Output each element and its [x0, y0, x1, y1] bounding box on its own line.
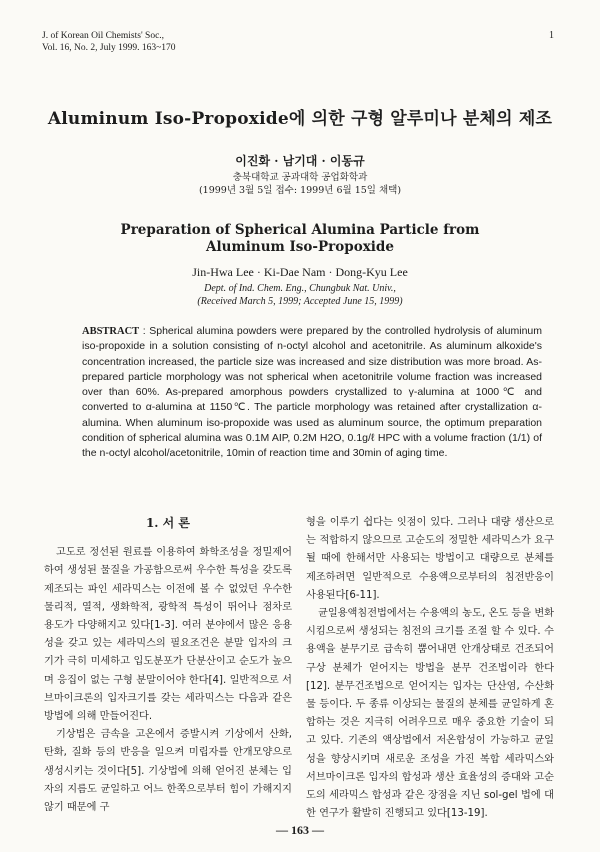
affiliation-english: Dept. of Ind. Chem. Eng., Chungbuk Nat. Univ., — [204, 283, 396, 294]
dates-korean: (1999년 3월 5일 접수: 1999년 6월 15일 채택) — [198, 185, 402, 196]
affiliation-korean: 충북대학교 공과대학 공업화학과 — [232, 172, 368, 183]
authors-english: Jin-Hwa Lee · Ki-Dae Nam · Dong-Kyu Lee — [192, 265, 408, 279]
title-english-line2: Aluminum Iso-Propoxide — [206, 239, 394, 255]
title-english-line1: Preparation of Spherical Alumina Particle from — [120, 222, 480, 238]
left-column — [44, 514, 292, 817]
abstract-text: : Spherical alumina powders were prepared by the controlled hydrolysis of aluminum iso-propoxide in a solution consisting of n-octyl alcohol and acetonitrile. As aluminum alkoxide's concentration increased, the particle size was increased and size distribution was more broad. As-prepared particle morphology was not spherical when acetonitrile volume fraction was increased over than 60%. As-prepared amorphous powders crystallized to γ-alumina at 1000℃ and converted to α-alumina at 1150℃. The particle morphology was retained after crystallization α-alumina. When aluminum iso-propoxide was used as aluminum source, the optimum preparation condition of spherical alumina was 0.1M AIP, 0.2M H2O, 0.1g/ℓ HPC with a volume fraction (1/1) of the n-octyl alcohol/acetonitrile, 10min of reaction time and 30min of aging time. — [82, 325, 542, 460]
title-korean: Aluminum Iso-Propoxide에 의한 구형 알루미나 분체의 제조 — [47, 109, 553, 129]
right-column — [306, 514, 554, 823]
paragraph: 기상법은 금속을 고온에서 증발시켜 기상에서 산화, 탄화, 질화 등의 반응을 일으켜 미립자를 안개모양으로 생성시키는 것이다[5]. 기상법에 의해 얻어진 분체는 입자의 지름도 균일하고 어느 한쪽으로부터 힘이 가해지지 않기 때문에 구 — [44, 729, 292, 814]
paragraph: 균일용액침전법에서는 수용액의 농도, 온도 등을 변화시킴으로써 생성되는 침전의 크기를 조절 할 수 있다. 수용액을 분무기로 급속히 뿜어내면 안개상태로 건조되어 구상 분체가 얻어지는 방법을 분무 건조법이라 한다[12]. 분무건조법으로 얻어지는 입자는 단산염, 수산화물 등이다. 두 종류 이상되는 물질의 분체를 균일하게 혼합하는 것은 지극히 어려우므로 매우 중요한 기술이 되고 있다. 기존의 액상법에서 저온합성이 가능하고 균일성을 향상시키며 새로운 조성을 가진 복합 세라믹스와 서브마이크론 입자의 합성과 생산 효율성의 증대와 고순도의 세라믹스 합성과 같은 장점을 지닌 sol-gel 법에 대한 연구가 활발히 진행되고 있다[13-19]. — [306, 608, 554, 820]
page-number: 1 — [549, 30, 554, 41]
paragraph: 형을 이루기 쉽다는 잇점이 있다. 그러나 대량 생산으로는 적합하지 않으므로 고순도의 정밀한 세라믹스가 요구될 때에 한해서만 사용되는 방법이고 대량으로 분체를 제조하려면 일반적으로 수용액으로부터의 침전반응이 사용된다[6-11]. — [306, 517, 554, 601]
paragraph: 고도로 정선된 원료를 이용하여 화학조성을 정밀제어하여 생성된 물질을 가공함으로써 우수한 특성을 갖도록 제조되는 파인 세라믹스는 이전에 볼 수 없었던 우수한 물리적, 열적, 생화학적, 광학적 특성이 뛰어나 점차로 용도가 다양해지고 있다[1-3]. 여러 분야에서 많은 응용성을 갖고 있는 세라믹스의 필요조건은 분말 입자의 크기가 극히 미세하고 입도분포가 단분산이고 순도가 높으며 응집이 없는 구형 분말이어야 한다[4]. 일반적으로 서브마이크론의 입자크기를 갖는 세라믹스는 다음과 같은 방법에 의해 만들어진다. — [44, 547, 292, 723]
journal-name: J. of Korean Oil Chemists' Soc., — [42, 31, 165, 41]
dates-english: (Received March 5, 1999; Accepted June 15, 1999) — [197, 296, 403, 307]
abstract-label: ABSTRACT — [82, 326, 140, 337]
abstract — [82, 324, 542, 462]
section-heading-introduction: 1. 서 론 — [145, 516, 191, 530]
page-folio: — 163 — — [276, 823, 324, 837]
authors-korean: 이진화 · 남기대 · 이동규 — [235, 154, 365, 168]
running-header — [42, 30, 176, 54]
journal-volume: Vol. 16, No. 2, July 1999. 163~170 — [42, 43, 176, 53]
